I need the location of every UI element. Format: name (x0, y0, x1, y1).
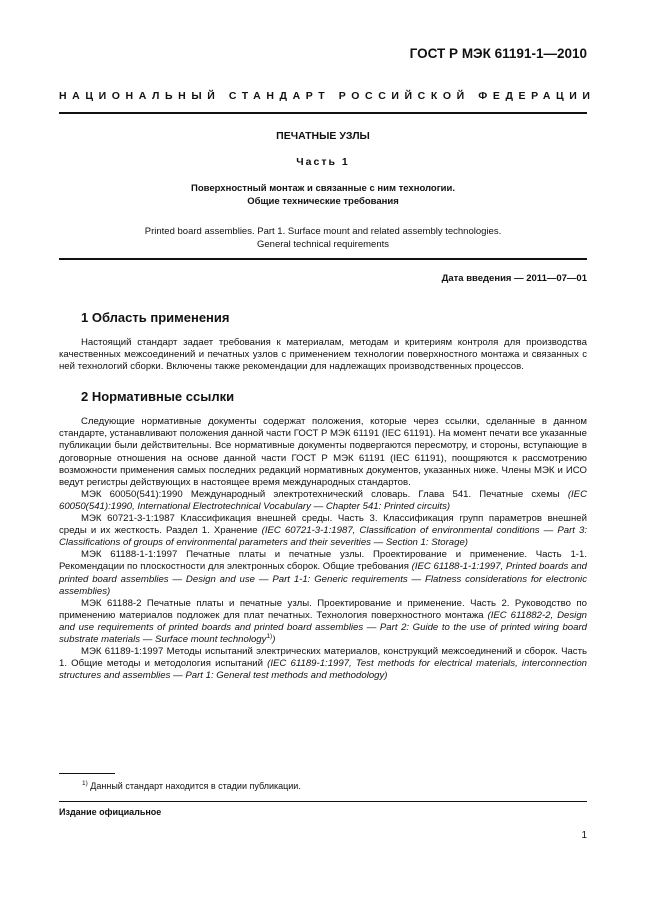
reference-en: (IEC 611882-2, Design and use requirements of printed boards and printed board assemblies — Part 2: Guide to the use of printed wiring board substrate materials — Surface mount technology (59, 609, 587, 645)
section-1-heading: 1 Область применения (81, 310, 230, 325)
reference-ru: МЭК 61188-1-1:1997 Печатные платы и печатные узлы. Проектирование и применение. Часть 1-1. Рекомендации по плоскостности для электронных сборок. Общие требования (59, 549, 587, 573)
reference-ru: МЭК 60050(541):1990 Международный электротехнический словарь. Глава 541. Печатные схемы (81, 488, 568, 500)
footnote-reference[interactable]: 1) (266, 632, 273, 640)
title-block (59, 130, 587, 251)
english-title (59, 225, 587, 251)
reference-ru: МЭК 61189-1:1997 Методы испытаний электрических материалов, конструкций межсоединений и сборок. Часть 1. Общие методы и методология испытаний (59, 646, 587, 670)
gost-number: ГОСТ Р МЭК 61191-1—2010 (409, 46, 587, 61)
subtitle-line-2: Общие технические требования (247, 196, 399, 207)
english-title-line-2: General technical requirements (256, 239, 389, 250)
subtitle-line-1: Поверхностный монтаж и связанные с ним технологии. (191, 183, 455, 194)
footnote (82, 781, 587, 791)
normative-references (59, 416, 587, 682)
document-part: Часть 1 (296, 156, 350, 168)
title-divider (59, 258, 587, 260)
document-title: ПЕЧАТНЫЕ УЗЛЫ (276, 130, 370, 142)
page-number: 1 (581, 830, 587, 841)
reference-ru: МЭК 60721-3-1:1987 Классификация внешней среды. Часть 3. Классификация групп параметров внешней среды и их жесткость. Раздел 1. Хранение (59, 513, 587, 537)
reference-item (59, 549, 587, 597)
intro-date: Дата введения — 2011—07—01 (441, 273, 587, 284)
footer-divider (59, 801, 587, 802)
footnote-mark: 1) (82, 780, 88, 787)
reference-en-tail: ) (272, 633, 276, 645)
national-standard-banner: НАЦИОНАЛЬНЫЙ СТАНДАРТ РОССИЙСКОЙ ФЕДЕРАЦИИ (59, 90, 596, 102)
reference-item (59, 646, 587, 682)
main-content (59, 310, 587, 682)
references-intro: Следующие нормативные документы содержат положения, которые через ссылки, сделанные в данном стандарте, устанавливают положения данной части ГОСТ Р МЭК 61191 (IEC 61191). На момент печати все указанные публикации были действительны. Все нормативные документы подвергаются пересмотру, и стороны, вступающие в договорные отношения на основе данной части ГОСТ Р МЭК 61191 (IEC 61191), поощряются к рассмотрению возможности применения самых последних редакций нормативных документов, указанных ниже. Члены МЭК и ИСО ведут регистры действующих в настоящее время международных стандартов. (59, 416, 587, 488)
reference-ru: МЭК 61188-2 Печатные платы и печатные узлы. Проектирование и применение. Часть 2. Руководство по применению материалов подложек для плат печатных. Технология поверхностного монтажа (59, 597, 587, 621)
document-subtitle (59, 182, 587, 208)
reference-en: (IEC 60050(541):1990, International Electrotechnical Vocabulary — Chapter 541: Printed circuits) (59, 488, 587, 512)
reference-en: (IEC 61189-1:1997, Test methods for electrical materials, interconnection structures and assemblies — Part 1: General test methods and methodology) (59, 658, 587, 682)
reference-item (59, 513, 587, 549)
english-title-line-1: Printed board assemblies. Part 1. Surface mount and related assembly technologies. (144, 226, 502, 237)
reference-en: (IEC 61188-1-1:1997, Printed boards and printed board assemblies — Design and use — Part 1-1: Generic requirements — Flatness considerations for electronic assemblies) (59, 561, 587, 597)
section-2-heading: 2 Нормативные ссылки (81, 389, 235, 405)
footnote-divider (59, 773, 115, 774)
edition-label: Издание официальное (59, 807, 162, 817)
reference-item (59, 598, 587, 646)
footnote-text: Данный стандарт находится в стадии публикации. (87, 781, 301, 791)
reference-en: (IEC 60721-3-1:1987, Classification of environmental conditions — Part 3: Classifications of groups of environmental parameters and their severities — Section 1: Storage) (59, 525, 587, 549)
reference-item (59, 489, 587, 513)
section-1-text: Настоящий стандарт задает требования к материалам, методам и критериям контроля для производства качественных межсоединений и печатных узлов с применением технологии поверхностного монтажа и связанных с ней технологий сборки. Включены также рекомендации для надлежащих производственных процессов. (59, 337, 587, 373)
top-divider (59, 112, 587, 114)
